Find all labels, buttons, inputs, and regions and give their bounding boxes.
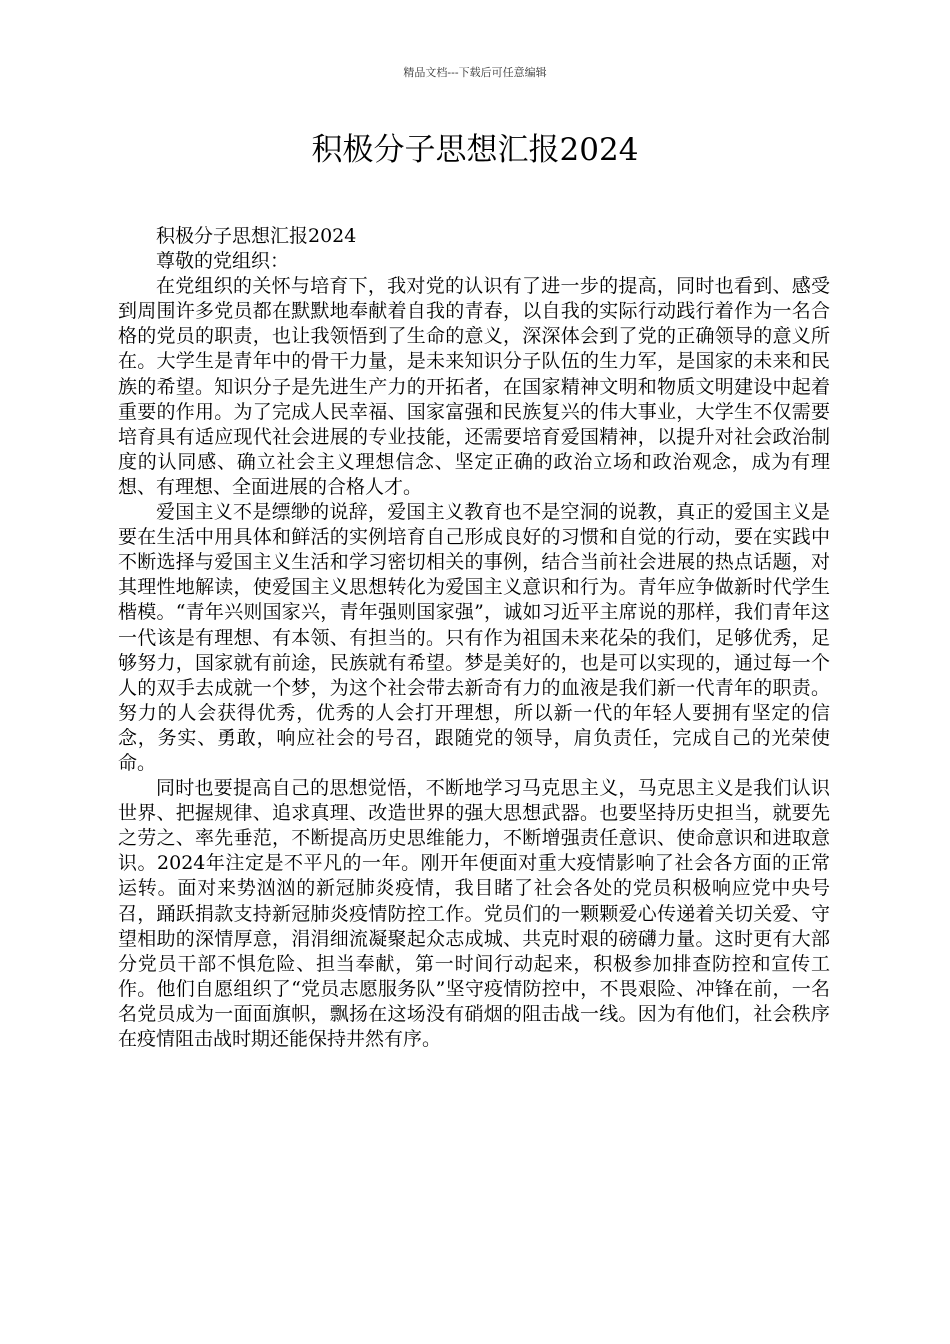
body-paragraph: 爱国主义不是缥缈的说辞，爱国主义教育也不是空洞的说教，真正的爱国主义是要在生活中用具体和鲜活的实例培育自己形成良好的习惯和自觉的行动，要在实践中不断选择与爱国主义生活和学习密切相关的事例，结合当前社会进展的热点话题，对其理性地解读，使爱国主义思想转化为爱国主义意识和行为。青年应争做新时代学生楷模。“青年兴则国家兴，青年强则国家强”，诚如习近平主席说的那样，我们青年这一代该是有理想、有本领、有担当的。只有作为祖国未来花朵的我们，足够优秀，足够努力，国家就有前途，民族就有希望。梦是美好的，也是可以实现的，通过每一个人的双手去成就一个梦，为这个社会带去新奇有力的血液是我们新一代青年的职责。努力的人会获得优秀，优秀的人会打开理想，所以新一代的年轻人要拥有坚定的信念，务实、勇敢，响应社会的号召，跟随党的领导，肩负责任，完成自己的光荣使命。 <box>118 501 830 774</box>
header-note: 精品文档---下载后可任意编辑 <box>403 66 547 79</box>
salutation: 尊敬的党组织： <box>156 250 290 273</box>
body-paragraph: 在党组织的关怀与培育下，我对党的认识有了进一步的提高，同时也看到、感受到周围许多党员都在默默地奉献着自我的青春，以自我的实际行动践行着作为一名合格的党员的职责，也让我领悟到了生命的意义，深深体会到了党的正确领导的意义所在。大学生是青年中的骨干力量，是未来知识分子队伍的生力军，是国家的未来和民族的希望。知识分子是先进生产力的开拓者，在国家精神文明和物质文明建设中起着重要的作用。为了完成人民幸福、国家富强和民族复兴的伟大事业，大学生不仅需要培育具有适应现代社会进展的专业技能，还需要培育爱国精神，以提升对社会政治制度的认同感、确立社会主义理想信念、坚定正确的政治立场和政治观念，成为有理想、有理想、全面进展的合格人才。 <box>118 275 830 498</box>
document-body <box>118 224 830 1052</box>
subtitle-line: 积极分子思想汇报2024 <box>156 225 357 247</box>
body-paragraph: 同时也要提高自己的思想觉悟，不断地学习马克思主义，马克思主义是我们认识世界、把握规律、追求真理、改造世界的强大思想武器。也要坚持历史担当，就要先之劳之、率先垂范，不断提高历史思维能力，不断增强责任意识、使命意识和进取意识。2024年注定是不平凡的一年。刚开年便面对重大疫情影响了社会各方面的正常运转。面对来势汹汹的新冠肺炎疫情，我目睹了社会各处的党员积极响应党中央号召，踊跃捐款支持新冠肺炎疫情防控工作。党员们的一颗颗爱心传递着关切关爱、守望相助的深情厚意，涓涓细流凝聚起众志成城、共克时艰的磅礴力量。这时更有大部分党员干部不惧危险、担当奉献，第一时间行动起来，积极参加排查防控和宣传工作。他们自愿组织了“党员志愿服务队”坚守疫情防控中，不畏艰险、冲锋在前，一名名党员成为一面面旗帜，飘扬在这场没有硝烟的阻击战一线。因为有他们，社会秩序在疫情阻击战时期还能保持井然有序。 <box>118 777 830 1050</box>
document-title: 积极分子思想汇报2024 <box>311 132 639 168</box>
